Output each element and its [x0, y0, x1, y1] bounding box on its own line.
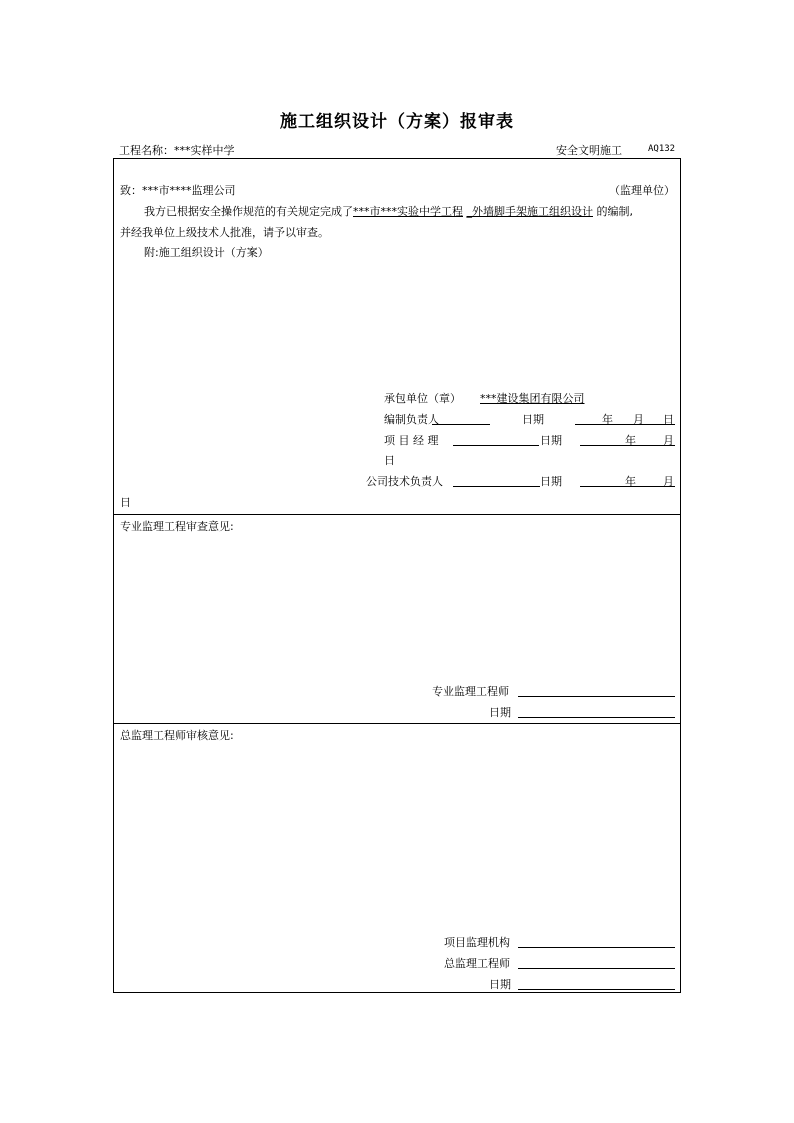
para-suffix: 的编制,: [596, 205, 633, 218]
supervisor-engineer-line[interactable]: [518, 685, 675, 697]
page-title: 施工组织设计（方案）报审表: [280, 112, 514, 132]
chief-engineer-line[interactable]: [518, 957, 675, 969]
pm-signature-line[interactable]: [453, 434, 539, 446]
pm-day: 日: [384, 454, 395, 467]
supervisor-review-section: [114, 514, 680, 723]
para-separator: _: [466, 205, 472, 218]
category-label: 安全文明施工: [556, 144, 622, 157]
project-name-label: 工程名称：***实样中学: [119, 144, 235, 157]
tech-lead-year: 年: [625, 475, 636, 488]
supervisor-date-line[interactable]: [518, 706, 675, 718]
pm-date-label: 日期: [540, 434, 562, 447]
supervisor-date-label: 日期: [489, 706, 511, 719]
supervisor-review-heading: 专业监理工程审查意见:: [120, 520, 234, 533]
para-plan-name: 外墙脚手架施工组织设计: [472, 205, 593, 218]
form-code: AQ132: [648, 144, 676, 154]
contractor-label: 承包单位（章）: [384, 392, 461, 405]
application-paragraph: [144, 205, 633, 219]
editor-month: 月: [633, 413, 644, 426]
editor-day: 日: [663, 413, 674, 426]
tech-lead-label: 公司技术负责人: [366, 475, 443, 488]
tech-lead-date-label: 日期: [540, 475, 562, 488]
para-project-name: ***市***实验中学工程: [353, 205, 463, 218]
supervisor-engineer-label: 专业监理工程师: [432, 685, 509, 698]
addressee-label: 致：***市****监理公司: [120, 184, 236, 197]
editor-label: 编制负责人: [384, 413, 439, 426]
pm-month: 月: [663, 434, 674, 447]
para-prefix: 我方已根据安全操作规范的有关规定完成了: [144, 205, 353, 218]
supervision-org-label: 项目监理机构: [444, 936, 510, 949]
chief-date-line[interactable]: [518, 978, 675, 990]
supervision-org-line[interactable]: [518, 936, 675, 948]
application-section: [114, 159, 680, 514]
tech-lead-month: 月: [663, 475, 674, 488]
tech-lead-day: 日: [120, 496, 131, 509]
addressee-role: （监理单位）: [609, 184, 675, 197]
chief-engineer-label: 总监理工程师: [444, 957, 510, 970]
editor-date-label: 日期: [522, 413, 544, 426]
pm-year: 年: [625, 434, 636, 447]
editor-date-line[interactable]: [575, 413, 675, 425]
editor-signature-line[interactable]: [432, 413, 490, 425]
chief-review-section: [114, 723, 680, 993]
contractor-name: ***建设集团有限公司: [480, 392, 585, 405]
chief-date-label: 日期: [489, 978, 511, 991]
review-form-table: [113, 158, 681, 993]
pm-label: 项 目 经 理: [384, 434, 439, 447]
editor-year: 年: [602, 413, 613, 426]
attachment-label: 附:施工组织设计（方案）: [144, 246, 269, 259]
approval-sentence: 并经我单位上级技术人批准，请予以审查。: [120, 226, 329, 239]
tech-lead-signature-line[interactable]: [453, 475, 540, 487]
chief-review-heading: 总监理工程师审核意见:: [120, 729, 234, 742]
